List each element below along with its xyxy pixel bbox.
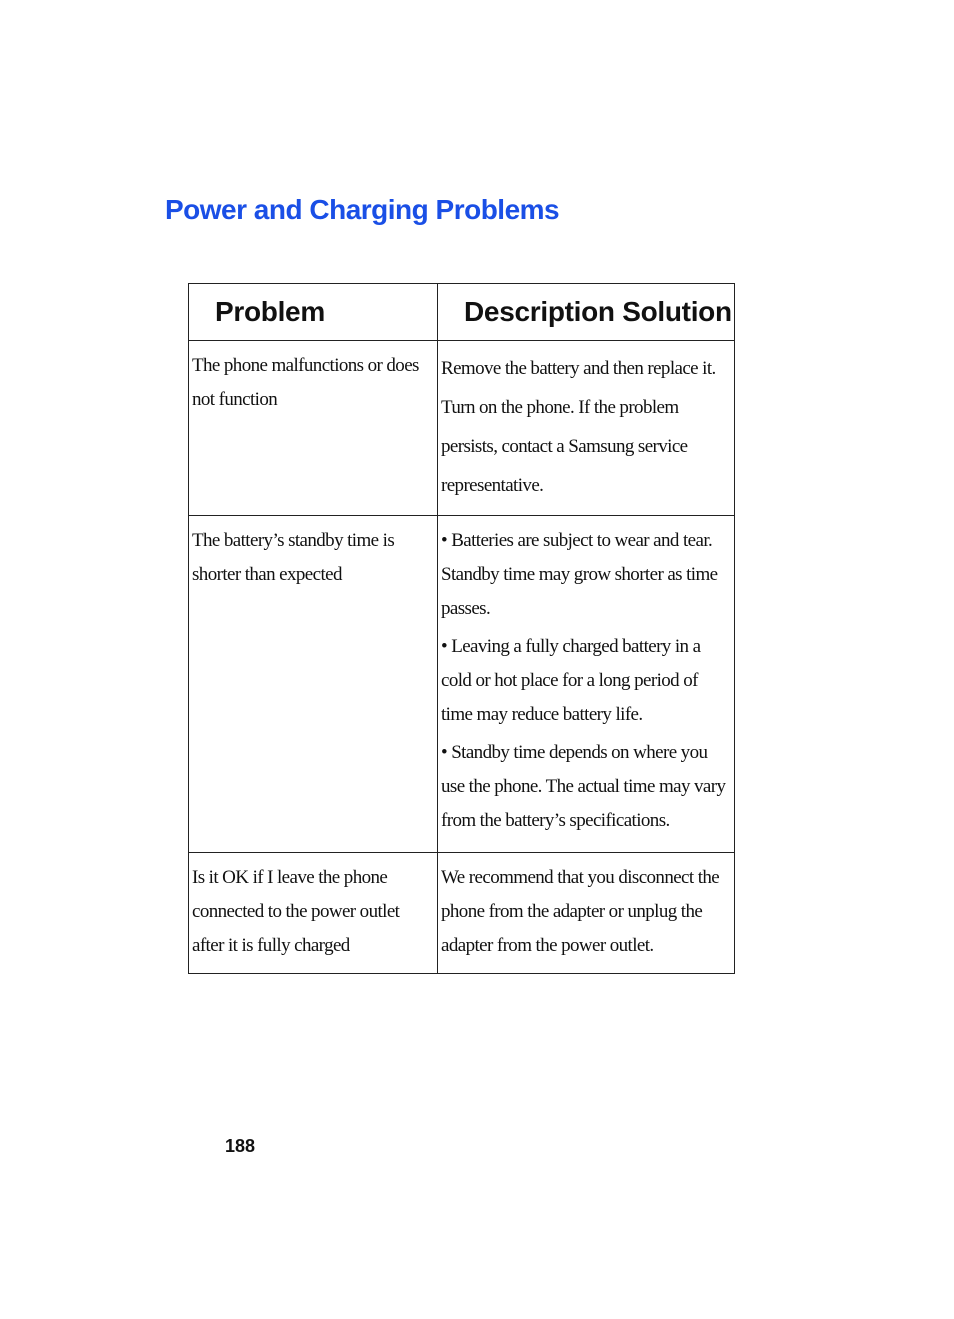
page-number: 188 <box>225 1136 256 1156</box>
table-row <box>189 341 735 516</box>
table-header-row <box>189 284 735 341</box>
solution-cell <box>438 341 735 516</box>
solution-text: Remove the battery and then replace it. Turn on the phone. If the problem persists, contact a Samsung service representative. <box>441 358 716 496</box>
header-solution: Description Solution <box>438 284 735 341</box>
solution-text: We recommend that you disconnect the phone from the adapter or unplug the adapter from the power outlet. <box>441 867 720 956</box>
problem-cell <box>189 516 438 853</box>
solution-cell <box>438 853 735 974</box>
solution-bullet: • Standby time depends on where you use the phone. The actual time may vary from the battery’s specifications. <box>441 742 726 831</box>
problem-text: The phone malfunctions or does not function <box>192 355 419 410</box>
solution-cell <box>438 516 735 853</box>
problem-cell <box>189 341 438 516</box>
solution-bullet: • Leaving a fully charged battery in a cold or hot place for a long period of time may reduce battery life. <box>441 636 701 725</box>
page-title: Power and Charging Problems <box>165 194 560 225</box>
solution-bullet: • Batteries are subject to wear and tear. Standby time may grow shorter as time passes. <box>441 530 718 619</box>
problem-text: Is it OK if I leave the phone connected to the power outlet after it is fully charged <box>192 867 400 956</box>
table-row <box>189 853 735 974</box>
header-problem: Problem <box>189 284 438 341</box>
troubleshooting-table <box>188 283 735 974</box>
problem-text: The battery’s standby time is shorter than expected <box>192 530 395 585</box>
problem-cell <box>189 853 438 974</box>
table-row <box>189 516 735 853</box>
